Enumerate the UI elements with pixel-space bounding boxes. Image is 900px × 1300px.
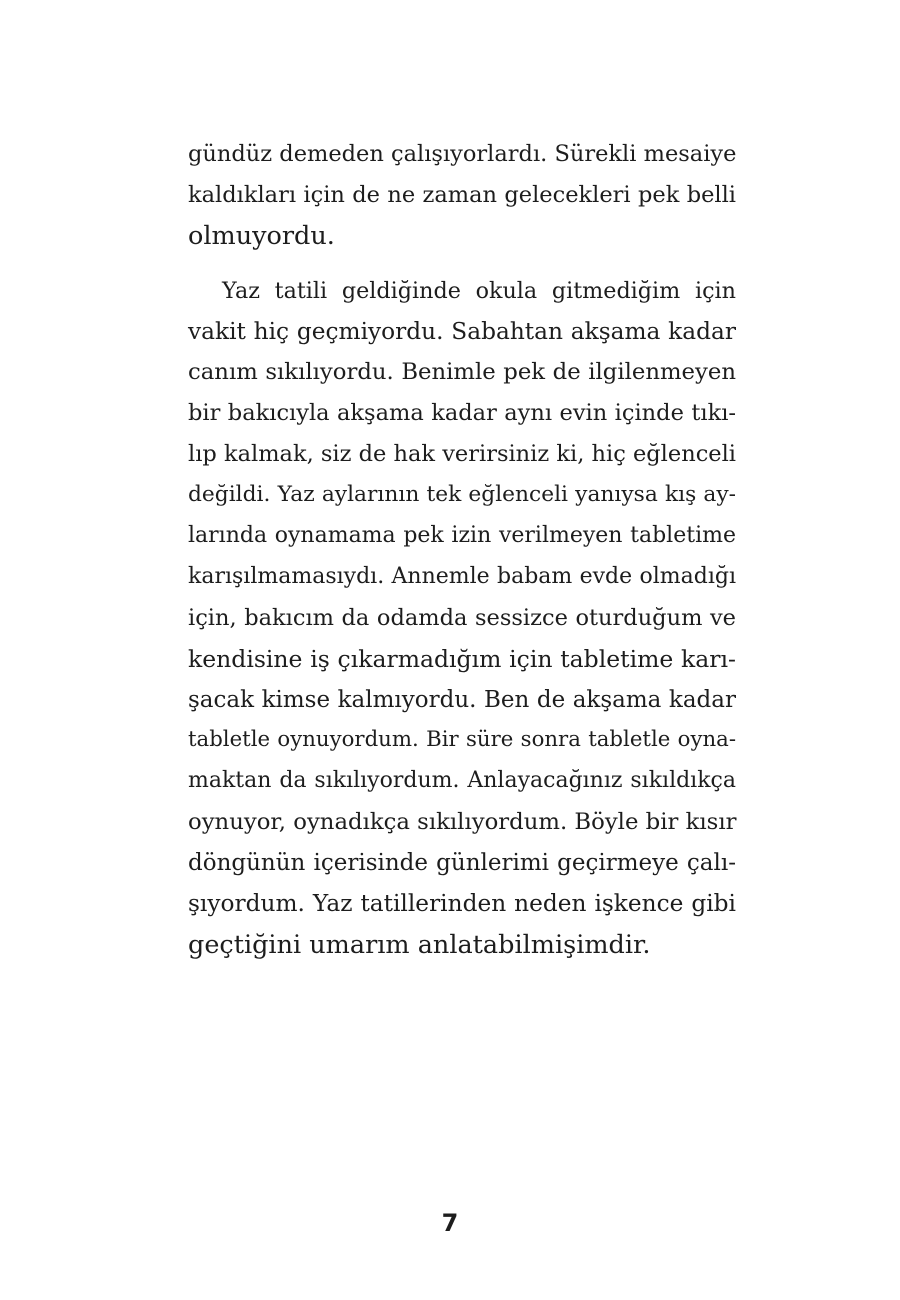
paragraph-2 bbox=[188, 271, 736, 966]
text-line: geçtiğini umarım anlatabilmişimdir. bbox=[188, 929, 651, 960]
text-line: döngünün içerisinde günlerimi geçirmeye çalı- bbox=[188, 850, 736, 877]
text-line: için, bakıcım da odamda sessizce oturduğum ve bbox=[188, 604, 736, 631]
paragraph-gap bbox=[188, 257, 736, 271]
text-line: şıyordum. Yaz tatillerinden neden işkence gibi bbox=[188, 890, 736, 918]
text-line: bir bakıcıyla akşama kadar aynı evin içinde tıkı- bbox=[188, 400, 736, 427]
text-line: değildi. Yaz aylarının tek eğlenceli yanıysa kış ay- bbox=[188, 482, 736, 508]
text-line: larında oynamama pek izin verilmeyen tabletime bbox=[188, 523, 736, 549]
text-line: kaldıkları için de ne zaman gelecekleri pek belli bbox=[188, 181, 736, 208]
text-line: Yaz tatili geldiğinde okula gitmediğim için bbox=[222, 277, 736, 304]
text-line: karışılmamasıydı. Annemle babam evde olmadığı bbox=[188, 563, 736, 589]
page-number: 7 bbox=[441, 1209, 459, 1237]
body-text bbox=[188, 134, 736, 966]
paragraph-1 bbox=[188, 134, 736, 257]
text-line: olmuyordu. bbox=[188, 220, 335, 251]
text-line: vakit hiç geçmiyordu. Sabahtan akşama kadar bbox=[188, 317, 736, 345]
text-line: gündüz demeden çalışıyorlardı. Sürekli mesaiye bbox=[188, 141, 737, 167]
text-line: oynuyor, oynadıkça sıkılıyordum. Böyle bir kısır bbox=[188, 809, 737, 836]
text-line: tabletle oynuyordum. Bir süre sonra tabletle oyna- bbox=[188, 727, 736, 753]
text-line: kendisine iş çıkarmadığım için tabletime karı- bbox=[188, 644, 736, 673]
text-line: şacak kimse kalmıyordu. Ben de akşama kadar bbox=[188, 686, 736, 713]
text-line: lıp kalmak, siz de hak verirsiniz ki, hiç eğlenceli bbox=[188, 441, 736, 468]
text-line: canım sıkılıyordu. Benimle pek de ilgilenmeyen bbox=[188, 359, 736, 386]
text-line: maktan da sıkılıyordum. Anlayacağınız sıkıldıkça bbox=[188, 768, 736, 794]
